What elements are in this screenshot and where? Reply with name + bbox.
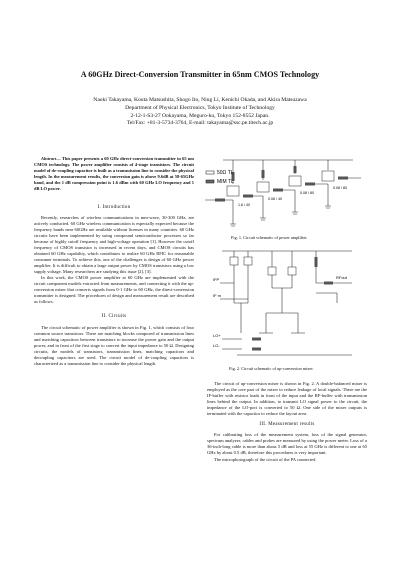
fig1-device-width: 1.6 / 40: [238, 203, 250, 207]
affiliation-address: 2-12-1-S3-27 Ookayama, Meguro-ku, Tokyo 152-8552 Japan.: [130, 112, 270, 119]
fig1-device-width: 0.06 / 40: [268, 197, 282, 201]
fig2-caption: Fig. 2. Circuit schematic of up-conversion mixer.: [229, 366, 314, 371]
fig1-legend-tl: 50Ω TL: [217, 170, 234, 176]
section-heading-introduction: I. Introduction: [97, 204, 131, 210]
circuits-paragraph: The circuit schematic of power amplifier is shown in Fig. 1, which consists of four common source transistors. There are matching blocks composed of transmission lines and matching capacitors between transistors to increase the power gain and the output power, and in front of the first stage to convert the input impedance to 50 Ω. Designing circuits, the models of transistors, transmission lines, matching capacitors and decoupling capacitors are used. The circuit model of de-coupling capacitors is characterized as a transmission line to consider the physical length.: [34, 324, 194, 366]
section-heading-measurement: III. Measurement results: [259, 422, 315, 428]
affiliation-contact: Tel/Fax: +81-3-5734-3764, E-mail: takayama@ssc.pe.titech.ac.jp: [126, 120, 274, 126]
measurement-paragraph: For calibrating loss of the measurement system, loss of the signal generator, spectrum analyzer, cables and probes are measured by using the power meter. Loss of a 36-inch-long cable is more than about 5 dB and loss at 55 GHz is different to one at 65 GHz by about 0.5 dB, therefore this procedures is very important.: [207, 432, 367, 456]
section-heading-circuits: II. Circuits: [101, 314, 127, 320]
mixer-paragraph: The circuit of up-conversion mixer is shown in Fig. 2. A double-balanced mixer is employed as the core part of the mixer to reduce leakage of local signals. There are the IF-buffer with resistor loads in front of the input and the RF-buffer with transmission lines behind the output. In addition, to transmit LO signal power to the circuit, the impedance of the LO-port is converted to 50 Ω. One side of the mixer outputs is terminated with the capacitor to reduce the layout area.: [207, 381, 367, 417]
author-list: Naoki Takayama, Kouta Matsushita, Shogo Ito, Ning Li, Kenichi Okada, and Akira Matsuzawa: [93, 97, 307, 103]
affiliation-dept: Department of Physical Electronics, Tokyo Institute of Technology: [125, 105, 275, 111]
intro-paragraph: Recently, researches of wireless communications in mm-wave, 30-300 GHz, are actively conducted. 60 GHz wireless communication is especially expected because the frequency bands near 60GHz are available without licenses in many countries. 60 GHz circuits have been implemented by using compound semiconductor processes so far because of highly cutoff frequency and high-voltage operation [1]. However the cutoff frequency of CMOS transistor is increased in recent days, and CMOS circuits has obtained 60 GHz capability, which contributes to realize 60 GHz RFIC for reasonable consumer terminals. To achieve this, one of the challenges is design of 60 GHz power amplifier. It is difficult to obtain a large output power by CMOS transistors using a low supply voltage. Many researchers are studying this issue [2], [3].: [34, 214, 194, 275]
intro-paragraph: In this work, the CMOS power amplifier at 60 GHz are implemented with the circuit component models extracted from measurements, and connecting it with the up-conversion mixer that converts signals from 0-1 GHz to 60 GHz, the direct-conversion transmitter is designed. The procedures of design and measurement result are described as follows.: [34, 275, 194, 305]
fig2-ifm-label: IF m: [213, 293, 221, 298]
measurement-paragraph: The microphotograph of the circuit of the PA connected: [214, 456, 316, 462]
left-column: [34, 156, 194, 367]
abstract-text: This paper presents a 60 GHz direct-conversion transmitter in 65 nm CMOS technology. The power amplifier consists of 4-stage transistors. The circuit model of de-coupling capacitor is built as a transmission line to consider the physical length. In the measurement results, the conversion gain is above 9.6dB at 58-65GHz band, and the 1 dB compression point is 1.6 dBm with 60 GHz LO frequency and 1 dB LO power.: [34, 156, 194, 191]
fig2-lom-label: LO-: [213, 343, 220, 348]
abstract: [34, 156, 194, 192]
fig2-lop-label: LO+: [213, 333, 221, 338]
right-column: [207, 381, 367, 463]
fig1-device-width: 0.08 / 80: [300, 191, 314, 195]
fig2-ifp-label: IFP: [213, 277, 220, 282]
fig1-legend-mim: MIM TL: [217, 179, 234, 185]
fig2-rfout-label: RFout: [336, 275, 347, 280]
fig1-schematic: [203, 154, 371, 236]
fig1-caption: Fig. 1. Circuit schematic of power amplifier.: [231, 235, 308, 240]
abstract-label: Abstract—: [41, 156, 61, 161]
fig2-schematic: [212, 243, 362, 359]
fig1-device-width: 0.08 / 80: [333, 186, 347, 190]
paper-title: A 60GHz Direct-Conversion Transmitter in 65nm CMOS Technology: [80, 70, 320, 79]
